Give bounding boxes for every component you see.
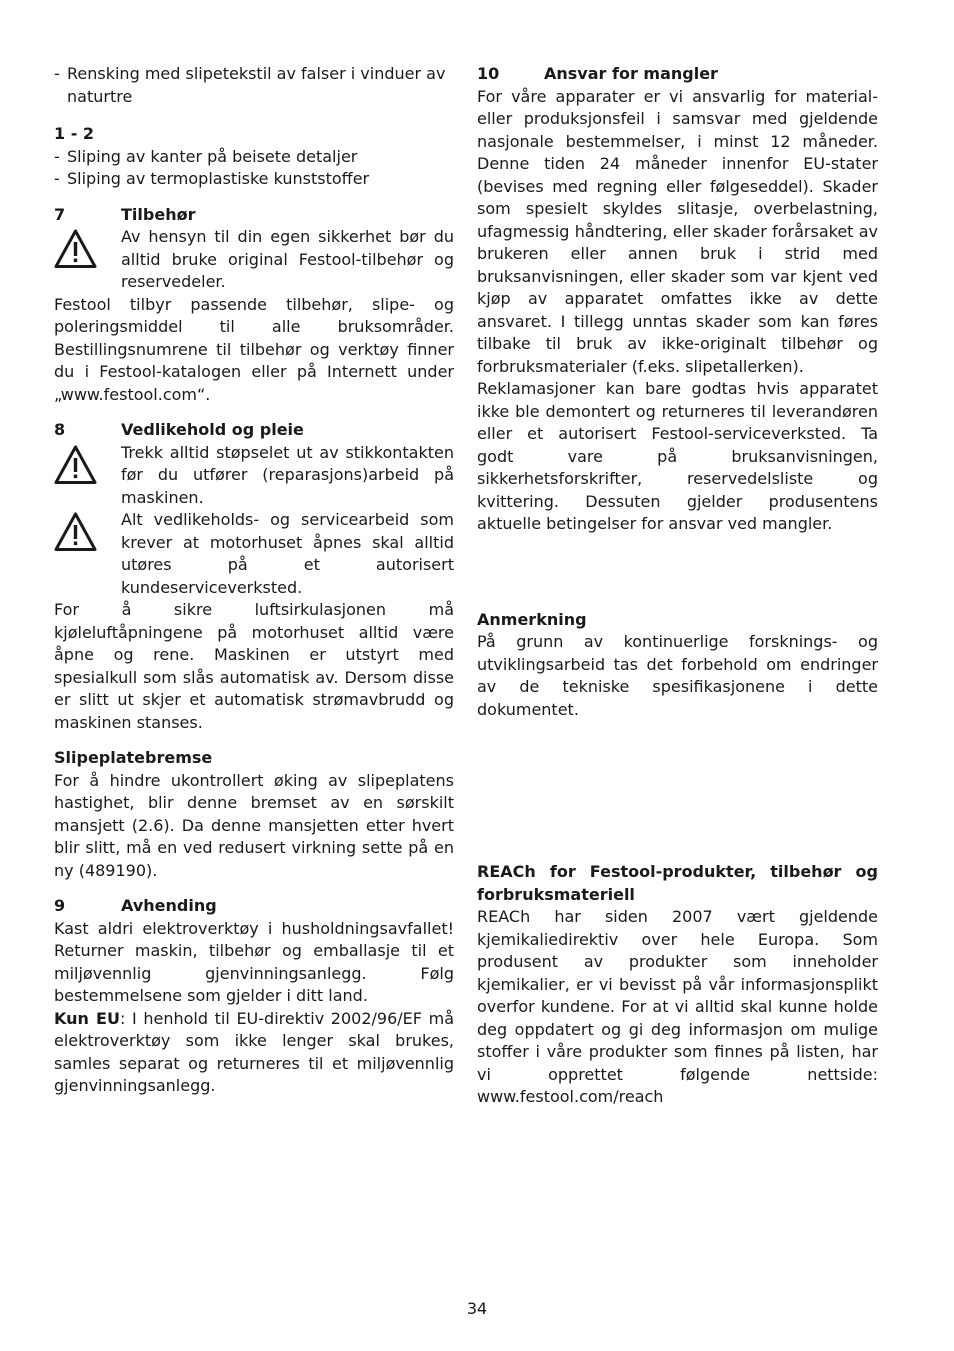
list-dash: - bbox=[54, 64, 60, 83]
section-body: For våre apparater er vi ansvarlig for material- eller produksjonsfeil i samsvar med gjeldende nasjonale bestemmelser, i minst 12 måneder. Denne tiden 24 måneder innenfor EU-stater (bevises med regning eller følgeseddel). Skader som spesielt skyldes slitasje, overbelastning, ufagmessig håndtering, eller skader forårsaket av brukeren eller annen bruk i strid med bruksanvisningen, eller skader som var kjent ved kjøp av apparatet omfattes ikke av dette ansvaret. I tillegg unntas skader som kan føres tilbake til bruk av ikke-originalt tilbehør og forbruksmaterialer (f.eks. slipetallerken). bbox=[477, 86, 878, 376]
list-item-text: Sliping av kanter på beisete detaljer bbox=[67, 146, 358, 166]
warning-triangle-icon bbox=[54, 509, 121, 599]
eu-body: : I henhold til EU-direktiv 2002/96/EF må elektroverktøy som ikke lenger skal brukes, samles separat og returneres til et miljøvennlig gjenvinningsanlegg. bbox=[54, 1008, 455, 1095]
subsection-body: På grunn av kontinuerlige forsknings- og utviklingsarbeid tas det forbehold om endringer av de tekniske spesifikasjonene i dette dokumentet. bbox=[477, 632, 878, 719]
section-number: 10 bbox=[477, 64, 500, 83]
section-body: Reklamasjoner kan bare godtas hvis apparatet ikke ble demontert og returneres til leverandøren eller et autorisert Festool-serviceverksted. Ta godt vare på bruksanvisningen, sikkerhetsforskrifter, reservedelsliste og kvittering. Dessuten gjelder produsentens aktuelle betingelser for ansvar ved mangler. bbox=[477, 379, 878, 533]
warning-text: Av hensyn til din egen sikkerhet bør du alltid bruke original Festool-tilbehør og reservedeler. bbox=[121, 227, 454, 291]
right-column bbox=[477, 63, 878, 1109]
section-heading-9 bbox=[54, 895, 454, 918]
group-title: 1 - 2 bbox=[54, 124, 95, 143]
warning-block bbox=[54, 226, 454, 294]
list-item-text: Rensking med slipetekstil av falser i vinduer av naturtre bbox=[67, 64, 446, 106]
section-body: Festool tilbyr passende tilbehør, slipe- og poleringsmiddel til alle bruksområder. Bestillingsnumrene til tilbehør og verktøy finner du i Festool-katalogen eller på Internett under „www.festool.com“. bbox=[54, 294, 454, 404]
section-number: 8 bbox=[54, 420, 66, 439]
subsection-body: REACh har siden 2007 vært gjeldende kjemikaliedirektiv over hele Europa. Som produsent av produkter som inneholder kjemikalier, er vi bevisst på vår informasjonsplikt overfor kundene. For at vi alltid skal kunne holde deg oppdatert og gi deg informasjon om mulige stoffer i våre produkter som finnes på listen, har vi opprettet følgende nettside: www.festool.com/reach bbox=[477, 907, 878, 1106]
section-title: Tilbehør bbox=[121, 204, 196, 224]
section-body: Kast aldri elektroverktøy i husholdningsavfallet! Returner maskin, tilbehør og emballasje til et miljøvennlig gjenvinningsanlegg. Følg bestemmelsene som gjelder i ditt land. bbox=[54, 918, 454, 1005]
left-column bbox=[54, 63, 454, 1098]
list-item-text: Sliping av termoplastiske kunststoffer bbox=[67, 169, 370, 188]
section-body: For å sikre luftsirkulasjonen må kjøleluftåpningene på motorhuset alltid være åpne og rene. Maskinen er utstyrt med spesialkull som slås automatisk av. Dersom disse er slitt ut skjer et automatisk strømavbrudd og maskinen stanses. bbox=[54, 600, 454, 732]
subsection-title: Slipeplatebremse bbox=[54, 748, 213, 767]
section-number: 9 bbox=[54, 896, 66, 915]
warning-text: Trekk alltid støpselet ut av stikkontakten før du utfører (reparasjons)arbeid på maskinen. bbox=[121, 442, 454, 507]
list-dash: - bbox=[54, 169, 60, 188]
section-number: 7 bbox=[54, 204, 66, 224]
list-dash: - bbox=[54, 146, 60, 166]
list-item bbox=[54, 168, 454, 191]
list-item bbox=[54, 146, 454, 169]
section-heading-8 bbox=[54, 419, 454, 442]
list-item bbox=[54, 63, 454, 108]
subsection-body: For å hindre ukontrollert øking av slipeplatens hastighet, blir denne bremset av en sørskilt mansjett (2.6). Da denne mansjetten etter hvert blir slitt, må en ved redusert virkning sette på en ny (489190). bbox=[54, 770, 454, 880]
section-title: Ansvar for mangler bbox=[544, 64, 718, 83]
section-heading-7 bbox=[54, 204, 454, 227]
warning-text: Alt vedlikeholds- og servicearbeid som krever at motorhuset åpnes skal alltid utøres på et autorisert kundeserviceverksted. bbox=[121, 510, 454, 597]
eu-label: Kun EU bbox=[54, 1008, 120, 1028]
subsection-title: Anmerkning bbox=[477, 609, 587, 629]
eu-paragraph bbox=[54, 1008, 454, 1098]
warning-triangle-icon bbox=[54, 226, 121, 294]
warning-triangle-icon bbox=[54, 442, 121, 510]
section-title: Avhending bbox=[121, 896, 217, 915]
section-title: Vedlikehold og pleie bbox=[121, 420, 304, 439]
page-number: 34 bbox=[466, 1299, 488, 1318]
warning-block bbox=[54, 509, 454, 599]
section-heading-10 bbox=[477, 63, 878, 86]
subsection-title: REACh for Festool-produkter, tilbehør og forbruksmateriell bbox=[477, 862, 878, 904]
warning-block bbox=[54, 442, 454, 510]
